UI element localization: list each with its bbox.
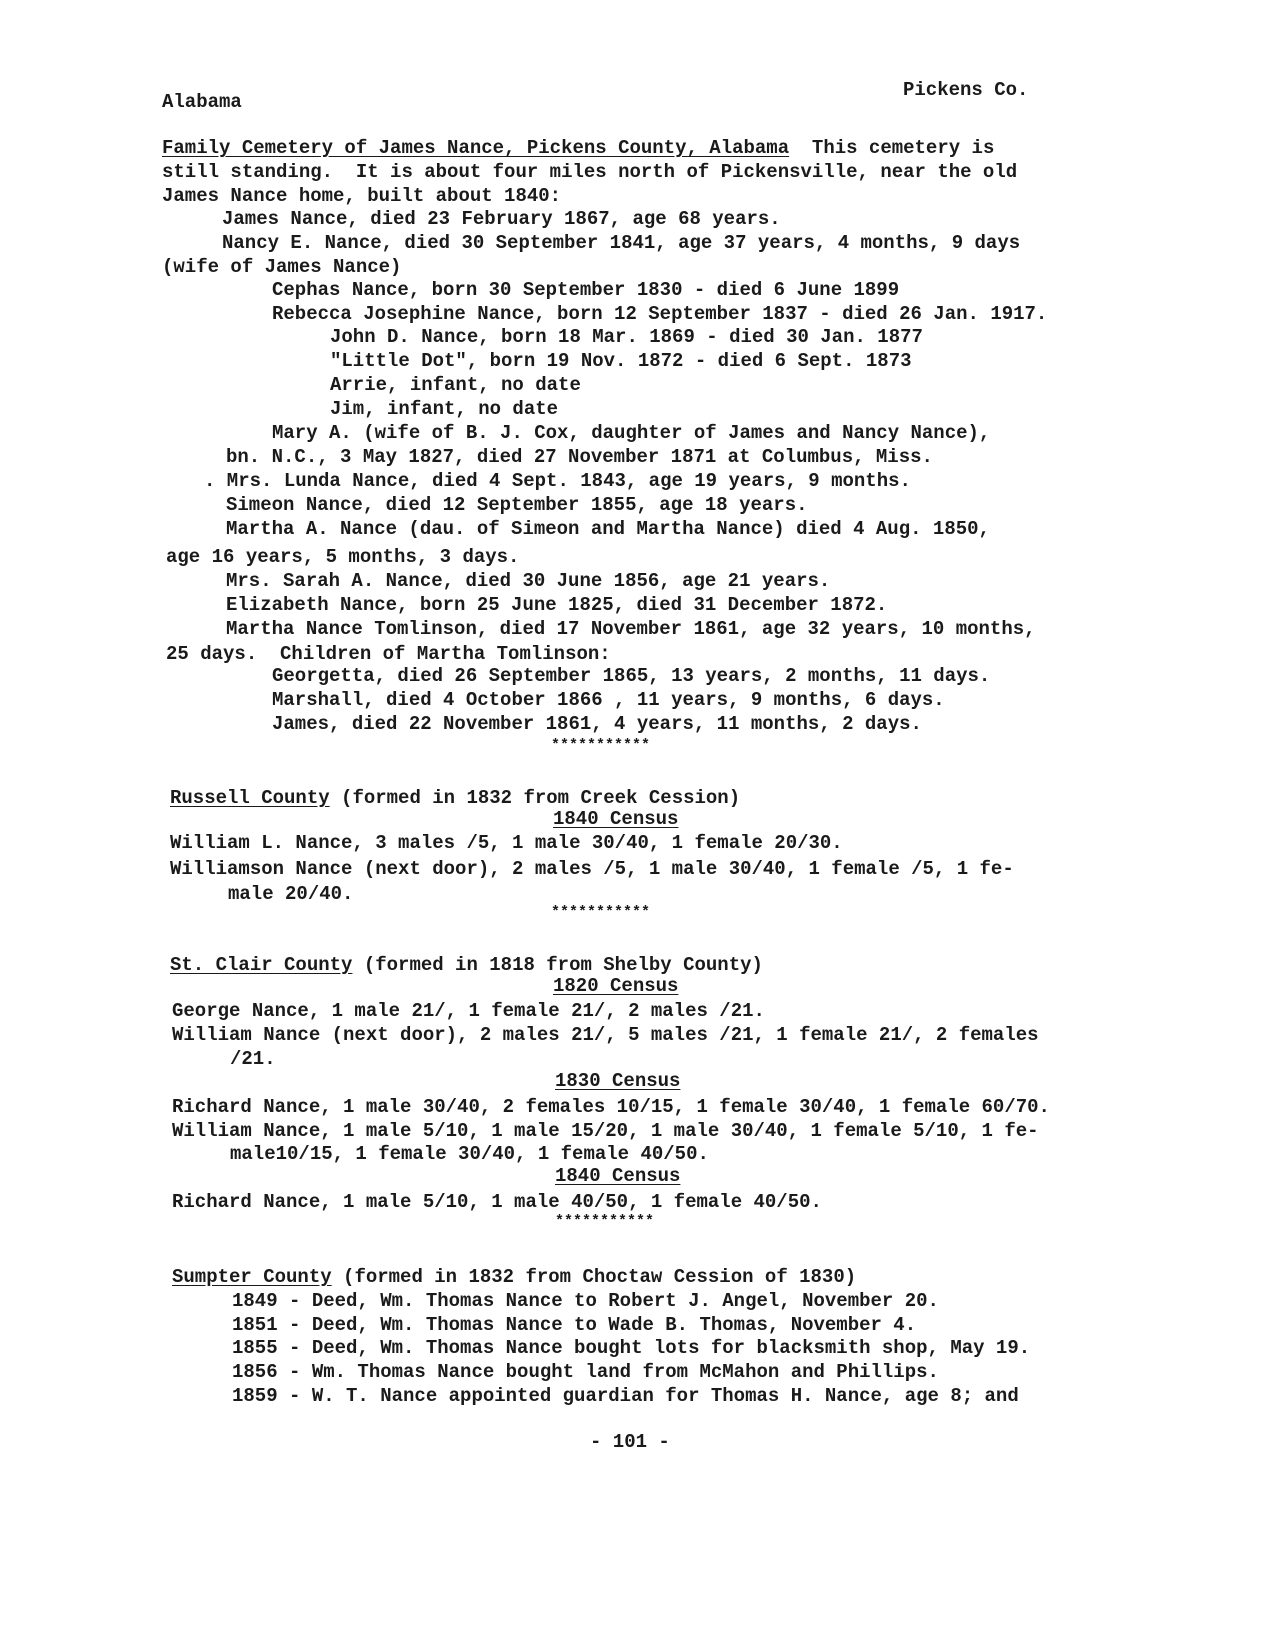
census-line: George Nance, 1 male 21/, 1 female 21/, 2 males /21.: [172, 1000, 765, 1022]
burial-entry: Simeon Nance, died 12 September 1855, age 18 years.: [226, 494, 808, 516]
burial-entry: Rebecca Josephine Nance, born 12 September 1837 - died 26 Jan. 1917.: [272, 303, 1048, 325]
burial-entry: (wife of James Nance): [162, 256, 402, 278]
deed-record: 1851 - Deed, Wm. Thomas Nance to Wade B. Thomas, November 4.: [232, 1314, 917, 1336]
stclair-subtitle: (formed in 1818 from Shelby County): [352, 954, 763, 976]
census-line: male10/15, 1 female 30/40, 1 female 40/50.: [230, 1143, 709, 1165]
census-heading-1840: 1840 Census: [555, 1165, 681, 1187]
burial-entry: Martha A. Nance (dau. of Simeon and Martha Nance) died 4 Aug. 1850,: [226, 518, 990, 540]
pickens-section-title-line: [162, 136, 994, 160]
burial-entry: . Mrs. Lunda Nance, died 4 Sept. 1843, age 19 years, 9 months.: [204, 470, 911, 492]
page-number: - 101 -: [590, 1431, 670, 1453]
burial-entry: Elizabeth Nance, born 25 June 1825, died 31 December 1872.: [226, 594, 888, 616]
census-line: /21.: [230, 1048, 276, 1070]
deed-record: 1856 - Wm. Thomas Nance bought land from McMahon and Phillips.: [232, 1361, 939, 1383]
burial-entry: Cephas Nance, born 30 September 1830 - died 6 June 1899: [272, 279, 900, 301]
burial-entry: James, died 22 November 1861, 4 years, 11 months, 2 days.: [272, 713, 922, 735]
burial-entry: Martha Nance Tomlinson, died 17 November 1861, age 32 years, 10 months,: [226, 618, 1036, 640]
pickens-intro-3: James Nance home, built about 1840:: [162, 185, 562, 207]
census-line: William L. Nance, 3 males /5, 1 male 30/40, 1 female 20/30.: [170, 832, 843, 854]
census-heading-1830: 1830 Census: [555, 1070, 681, 1092]
pickens-intro-1: This cemetery is: [789, 137, 995, 159]
census-line: Richard Nance, 1 male 5/10, 1 male 40/50, 1 female 40/50.: [172, 1191, 822, 1213]
census-line: male 20/40.: [228, 883, 354, 905]
sumpter-section-title: Sumpter County: [172, 1266, 332, 1288]
census-line: Richard Nance, 1 male 30/40, 2 females 10/15, 1 female 30/40, 1 female 60/70.: [172, 1096, 1050, 1118]
deed-record: 1855 - Deed, Wm. Thomas Nance bought lots for blacksmith shop, May 19.: [232, 1337, 1031, 1359]
sumpter-subtitle: (formed in 1832 from Choctaw Cession of 1830): [331, 1266, 857, 1288]
burial-entry: 25 days. Children of Martha Tomlinson:: [166, 643, 611, 665]
section-separator: ***********: [555, 1213, 655, 1230]
burial-entry: Georgetta, died 26 September 1865, 13 years, 2 months, 11 days.: [272, 665, 991, 687]
burial-entry: age 16 years, 5 months, 3 days.: [166, 546, 520, 568]
pickens-section-title: Family Cemetery of James Nance, Pickens County, Alabama: [162, 137, 790, 159]
stclair-section-title: St. Clair County: [170, 954, 353, 976]
russell-section-title: Russell County: [170, 787, 330, 809]
census-line: Williamson Nance (next door), 2 males /5, 1 male 30/40, 1 female /5, 1 fe-: [170, 858, 1014, 880]
section-separator: ***********: [551, 904, 651, 921]
census-line: William Nance, 1 male 5/10, 1 male 15/20, 1 male 30/40, 1 female 5/10, 1 fe-: [172, 1120, 1039, 1142]
burial-entry: Mary A. (wife of B. J. Cox, daughter of James and Nancy Nance),: [272, 422, 991, 444]
census-heading-1840: 1840 Census: [553, 808, 679, 830]
header-state: Alabama: [162, 91, 242, 113]
deed-record: 1859 - W. T. Nance appointed guardian for Thomas H. Nance, age 8; and: [232, 1385, 1019, 1407]
census-heading-1820: 1820 Census: [553, 975, 679, 997]
section-separator: ***********: [551, 737, 651, 754]
burial-entry: John D. Nance, born 18 Mar. 1869 - died 30 Jan. 1877: [330, 326, 923, 348]
burial-entry: Arrie, infant, no date: [330, 374, 581, 396]
sumpter-section-title-line: [172, 1265, 856, 1289]
burial-entry: Marshall, died 4 October 1866 , 11 years, 9 months, 6 days.: [272, 689, 945, 711]
burial-entry: Mrs. Sarah A. Nance, died 30 June 1856, age 21 years.: [226, 570, 831, 592]
burial-entry: James Nance, died 23 February 1867, age 68 years.: [222, 208, 781, 230]
census-line: William Nance (next door), 2 males 21/, 5 males /21, 1 female 21/, 2 females: [172, 1024, 1039, 1046]
burial-entry: "Little Dot", born 19 Nov. 1872 - died 6 Sept. 1873: [330, 350, 912, 372]
burial-entry: bn. N.C., 3 May 1827, died 27 November 1871 at Columbus, Miss.: [226, 446, 933, 468]
russell-subtitle: (formed in 1832 from Creek Cession): [329, 787, 741, 809]
pickens-intro-2: still standing. It is about four miles north of Pickensville, near the old: [162, 161, 1018, 183]
deed-record: 1849 - Deed, Wm. Thomas Nance to Robert J. Angel, November 20.: [232, 1290, 939, 1312]
burial-entry: Nancy E. Nance, died 30 September 1841, age 37 years, 4 months, 9 days: [222, 232, 1021, 254]
burial-entry: Jim, infant, no date: [330, 398, 559, 420]
header-county: Pickens Co.: [903, 79, 1029, 101]
